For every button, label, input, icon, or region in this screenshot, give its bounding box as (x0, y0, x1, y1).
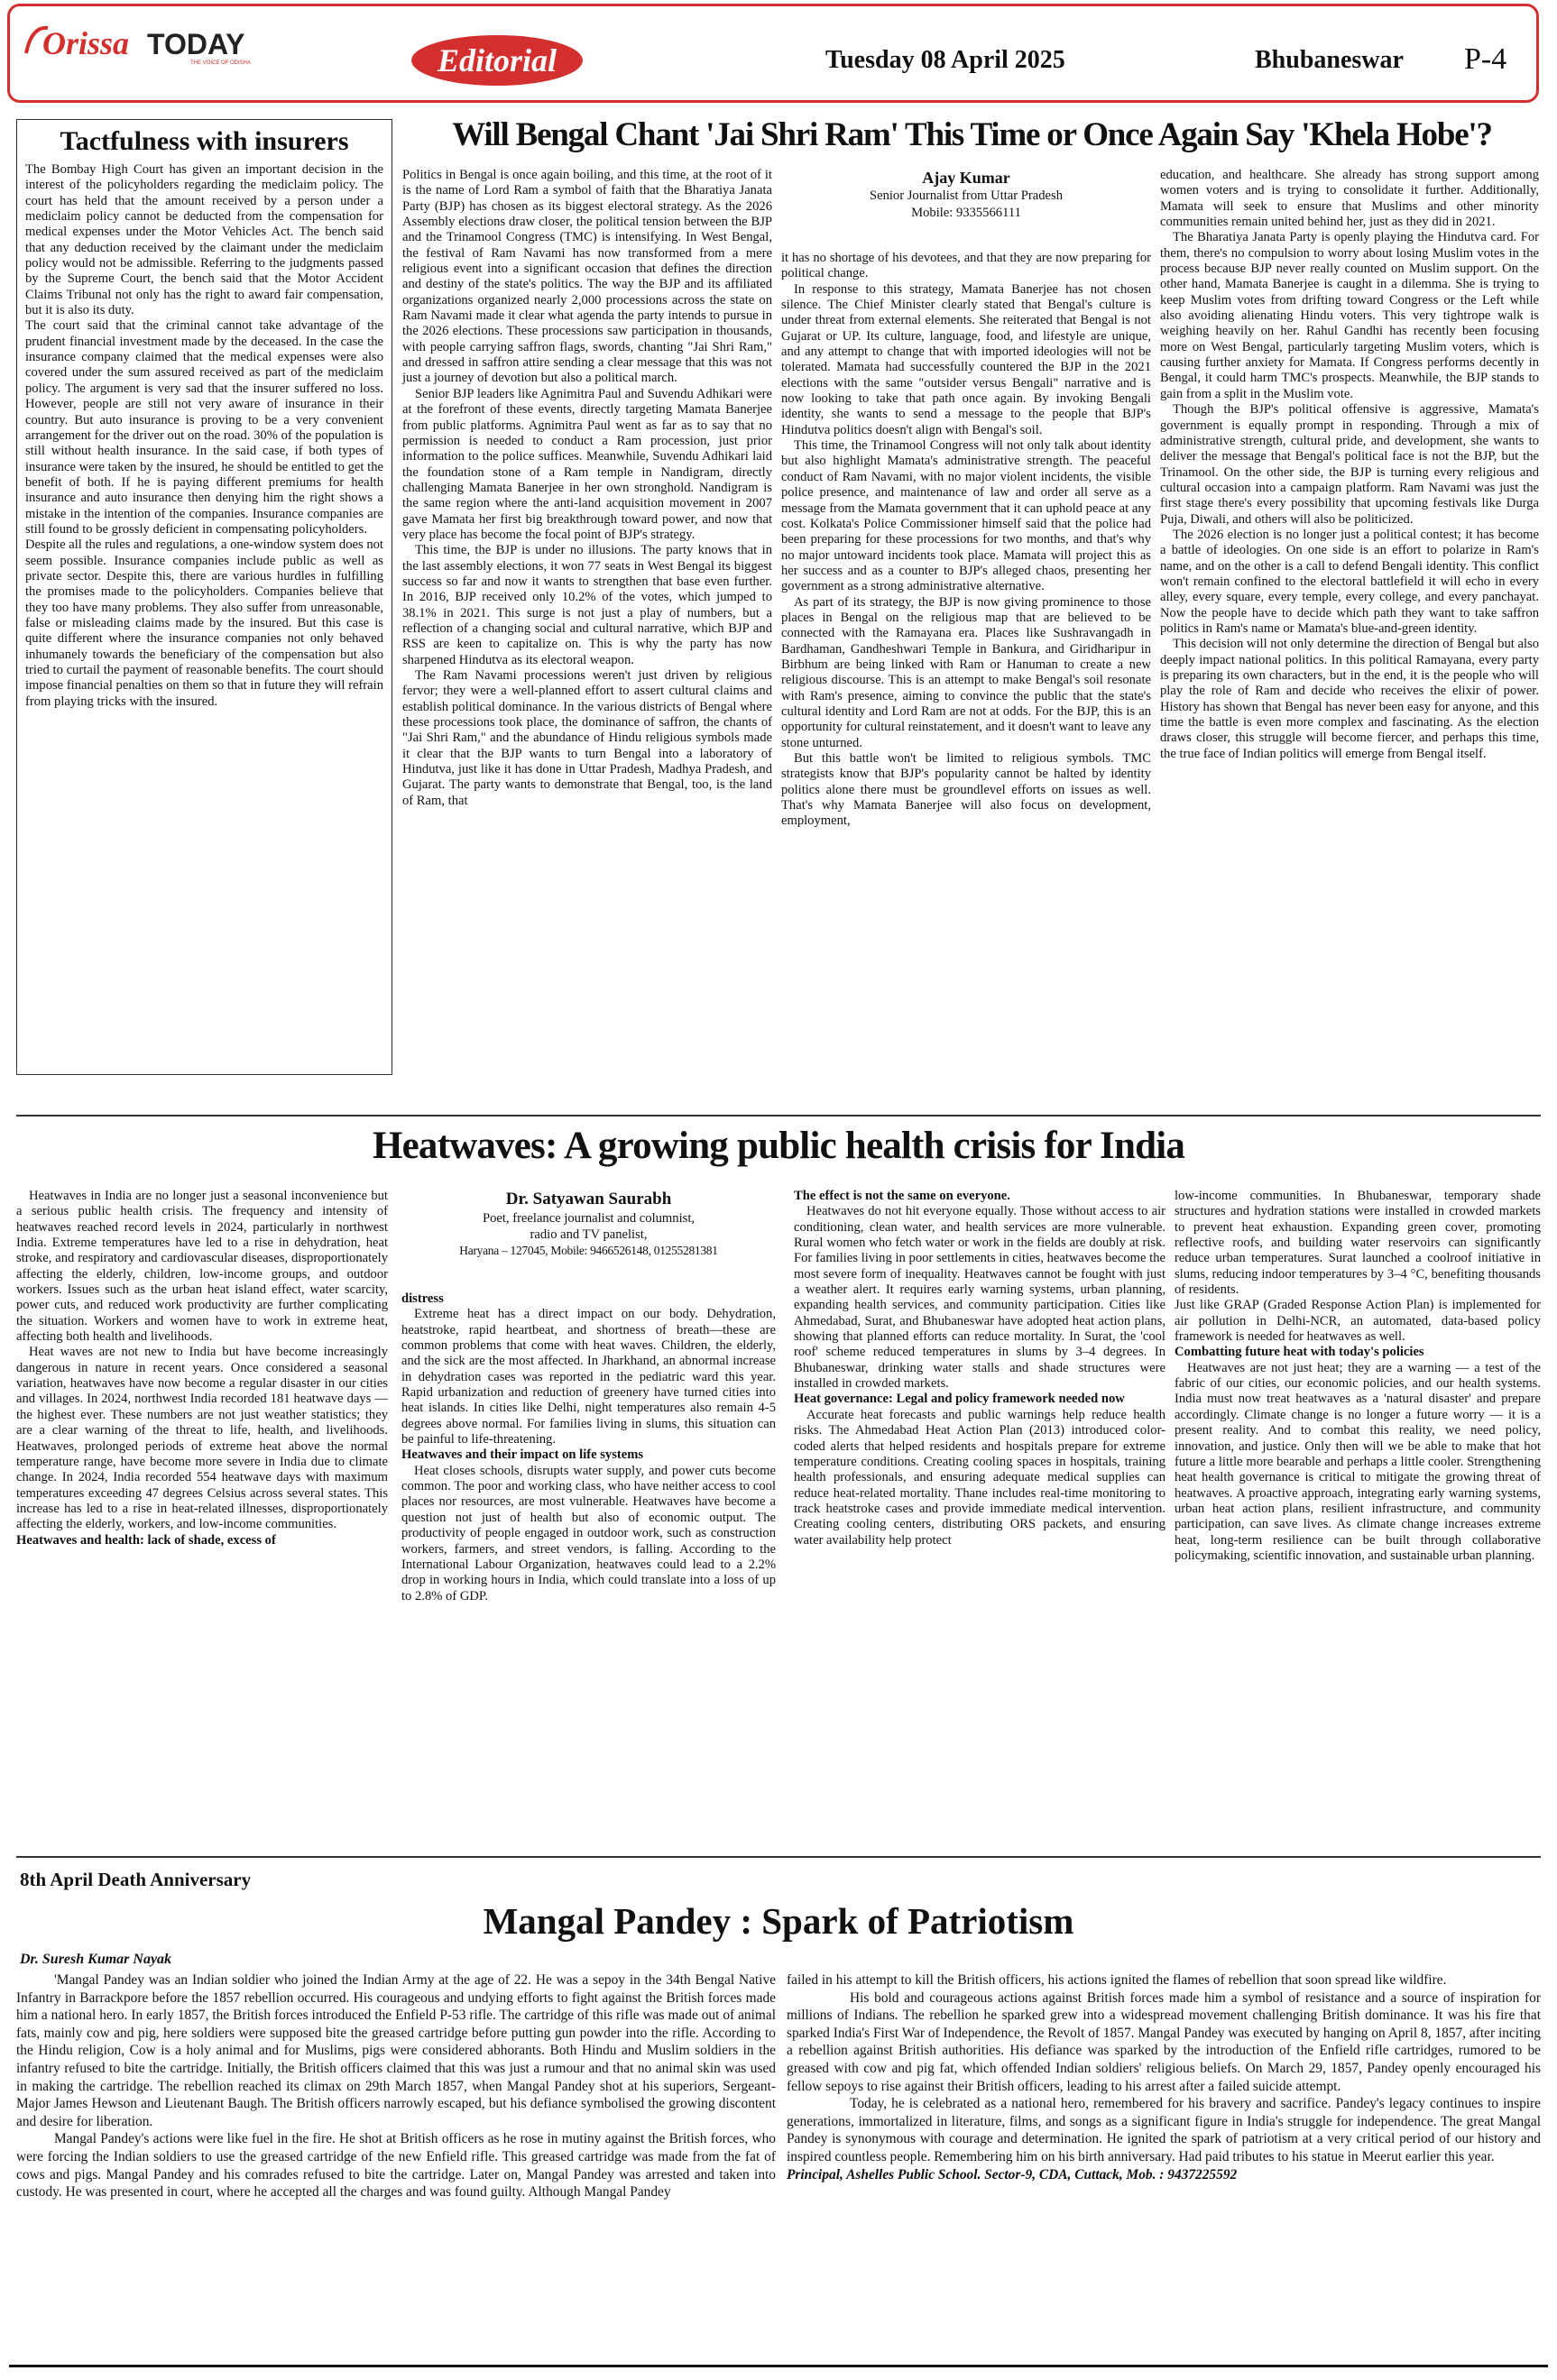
bengal-para: Senior BJP leaders like Agnimitra Paul and Suvendu Adhikari were at the forefront of these events, directly targeting Mamata Banerjee from public platforms. Agnimitra Paul went as far as to say that no permission is needed to conduct a Ram procession, just prior information to the police suffices. Meanwhile, Suvendu Adhikari laid the foundation stone of a Ram temple in Nandigram, directly challenging Mamata Banerjee in her own stronghold. Nandigram is the same region where the anti-land acquisition movement in 2007 gave Mamata her first big breakthrough toward power, and now that very place has become the focal point of BJP's strategy. (402, 386, 772, 542)
bengal-para: The Bharatiya Janata Party is openly playing the Hindutva card. For them, there's no compulsion to worry about losing Muslim votes in the process because BJP never really counted on Muslim support. On the other hand, Mamata Banerjee is caught in a dilemma. She is trying to keep Muslim votes from drifting toward Congress or the Left while also avoiding alienating Hindu voters. This very tightrope walk is weighing heavily on her. Rahul Gandhi has recently been focusing more on West Bengal, particularly targeting Muslim voters, which is causing further anxiety for Mamata. If Congress performs decently in Bengal, it could harm TMC's prospects. Meanwhile, the BJP stands to gain from a split in the Muslim vote. (1160, 230, 1539, 401)
heatwaves-para: Heat waves are not new to India but have become increasingly dangerous in nature in recent years. Once considered a seasonal variation, heatwaves have now become a regular disaster in our cities and villages. In 2024, northwest India recorded 181 heatwave days — the highest ever. These numbers are not just weather statistics; they are a clear warning of the threat to life, health, and livelihoods. Heatwaves, prolonged periods of extreme heat above the normal temperature range, have become more severe in India due to climate change. In 2024, India recorded 554 heatwave days with maximum temperatures exceeding 47 degrees Celsius across several states. This increase has led to a rise in heat-related illnesses, disproportionately affecting the elderly, workers, and low-income communities. (16, 1345, 388, 1532)
divider (16, 1856, 1541, 1858)
bengal-para: Though the BJP's political offensive is aggressive, Mamata's government is equally prompt in responding. Through a mix of administrative strength, cultural pride, and development, she wants to deliver the message that Bengal's political face is not the BJP, but the Trinamool. On the other side, the BJP is turning every religious and cultural occasion into a campaign platform. Ram Navami was just the first stage there's every possibility that upcoming festivals like Durga Puja, Diwali, and others will also be politicized. (1160, 402, 1539, 527)
pandey-signoff: Principal, Ashelles Public School. Sector-9, CDA, Cuttack, Mob. : 9437225592 (787, 2166, 1238, 2182)
bengal-col-3 (1160, 168, 1539, 762)
heatwaves-para: Heatwaves do not hit everyone equally. Those without access to air conditioning, clean water, and health services are more vulnerable. Rural women who fetch water or work in the fields are doubly at risk. For families living in poor settlements in cities, heatwaves become the most severe form of inequality. Heatwaves cannot be fought with just a weather alert. It requires early warning systems, urban planning, expanding health services, and community participation. Cities like Ahmedabad, Surat, and Bhubaneswar have adopted heat action plans, showing that planned efforts can reduce mortality. In Surat, the 'cool roof' scheme reduced temperatures in slums by 3–4 degrees. In Bhubaneswar, drinking water stalls and shade structures were installed in crowded markets. (794, 1204, 1165, 1392)
heatwaves-para: Heatwaves are not just heat; they are a warning — a test of the fabric of our cities, our economic policies, and our health systems. India must now treat heatwaves as a 'natural disaster' and prepare accordingly. Climate change is no longer a future worry — it is a present reality. And to combat this reality, we need policy, innovation, and justice. Only then will we be able to make that hot future a little more bearable and perhaps a little cooler. Strengthening heat health governance is critical to mitigate the growing threat of heatwaves. A proactive approach, integrating early warning systems, urban heat action plans, resilient infrastructure, and community participation, can save lives. As climate change increases extreme heat, long-term resilience can be built through collaborative policymaking, scientific innovation, and sustainable urban planning. (1175, 1360, 1541, 1563)
heatwaves-col-1 (16, 1189, 388, 1548)
heatwaves-byline (401, 1189, 776, 1259)
heatwaves-col-2 (401, 1291, 776, 1604)
pandey-author: Dr. Suresh Kumar Nayak (20, 1952, 172, 1967)
bengal-author-mobile: Mobile: 9335566111 (911, 206, 1021, 220)
heatwaves-para: Just like GRAP (Graded Response Action Plan) is implemented for air pollution in Delhi-NCR, an automated, data-based policy framework is needed for heatwaves as well. (1175, 1298, 1541, 1345)
bengal-col-2 (781, 251, 1151, 830)
pandey-para: failed in his attempt to kill the British officers, his actions ignited the flames of rebellion that soon spread like wildfire. (787, 1972, 1447, 1988)
heatwaves-subhead: Combatting future heat with today's policies (1175, 1345, 1424, 1360)
heatwaves-subhead: Heat governance: Legal and policy framework needed now (794, 1392, 1125, 1407)
bengal-para: In response to this strategy, Mamata Banerjee has not chosen silence. The Chief Minister clearly stated that Bengal's culture is under threat from external elements. She reiterated that Bengal is not Gujarat or UP. Its culture, language, food, and lifestyle are unique, and any attempt to change that with imported ideologies will not be tolerated. Mamata had successfully countered the BJP in the 2021 elections with the same "outsider versus Bengali" narrative and is now looking to take that path once again. By invoking Bengali identity, she wants to send a message to the people that BJP's Hindutva politics doesn't align with Bengal's soil. (781, 281, 1151, 437)
bengal-para: As part of its strategy, the BJP is now giving prominence to those places in Bengal on the religious map that are believed to be connected with the Ramayana era. Places like Sushravangadh in Bardhaman, Gandheshwari Temple in Bankura, and Giridharipur in Birbhum are being linked with Ram or Hanuman to create a new religious discourse. This is an attempt to make Bengal's soil resonate with Ram's presence, aiming to convince the public that the state's cultural identity and Lord Ram are not at odds. For the BJP, this is an opportunity for cultural reinstatement, and it doesn't want to leave any stone unturned. (781, 594, 1151, 750)
logo-orissa: Orissa (42, 25, 130, 61)
bengal-para: This time, the BJP is under no illusions. The party knows that in the last assembly elections, it won 77 seats in West Bengal its biggest success so far and now it wants to strengthen that base even further. In 2016, BJP received only 10.2% of the votes, which jumped to 38.1% in 2021. This surge is not just a play of numbers, but a reflection of a changing social and cultural narrative, which BJP and RSS are keen to capitalize on. This is why the party has now sharpened Hindutva as its electoral weapon. (402, 543, 772, 667)
logo-today: TODAY (147, 28, 245, 60)
bengal-col-1 (402, 168, 772, 809)
logo-tagline: THE VOICE OF ODISHA (190, 60, 252, 66)
pandey-para: 'Mangal Pandey was an Indian soldier who joined the Indian Army at the age of 22. He was a sepoy in the 34th Bengal Native Infantry in Barrackpore before the 1857 rebellion occurred. His courageous and undying efforts to fight against the British forces made him a national hero. In early 1857, the British forces introduced the Enfield P-53 rifle. The cartridge of this rifle was made out of animal fats, mainly cow and pig, here soldiers were supposed bite the greased cartridge before putting gun powder into the rifle. According to the Hindu religion, Cow is a holy animal and for Muslims, pigs were considered abhorants. Both Hindu and Muslim soldiers in the infantry refused to bite the cartridge. Initially, the British officers claimed that this was just a rumour and that no animal skin was used in making the cartridge. The rebellion reached its climax on 29th March 1857, when Mangal Pandey shot at his superiors, Sergeant-Major James Hewson and Lieutenant Baugh. The British officers narrowly escaped, but his defiance symbolised the growing discontent and desire for liberation. (16, 1972, 776, 2129)
bengal-para: This time, the Trinamool Congress will not only talk about identity but also highlight Mamata's administrative strength. The peaceful conduct of Ram Navami, with no major violent incidents, the visible police presence, and maintenance of law and order all serve as a message from the Mamata government that it can uphold peace at any cost. Kolkata's Police Commissioner himself said that the police had been preparing for these processions for two months, and that's why no major untoward incidents took place. Mamata will project this as her success and as a counter to BJP's alleged chaos, presenting her government as a strong administrative alternative. (781, 438, 1151, 594)
heatwaves-para: low-income communities. In Bhubaneswar, temporary shade structures and hydration stations were installed in crowded markets to prevent heat exhaustion. Expanding green cover, promoting reflective roofs, and building water reservoirs can significantly reduce urban temperatures. Surat launched a coolroof initiative in slums, reducing indoor temperatures by 3–4 °C, benefiting thousands of residents. (1175, 1189, 1541, 1298)
heatwaves-author: Dr. Satyawan Saurabh (505, 1190, 672, 1208)
bengal-title: Will Bengal Chant 'Jai Shri Ram' This Time or Once Again Say 'Khela Hobe'? (452, 116, 1492, 153)
divider (16, 1115, 1541, 1116)
page-number: P-4 (1464, 42, 1507, 76)
heatwaves-author-contact: Haryana – 127045, Mobile: 9466526148, 01255281381 (459, 1244, 718, 1257)
bengal-para: it has no shortage of his devotees, and that they are now preparing for political change. (781, 251, 1151, 281)
pandey-para: Mangal Pandey's actions were like fuel in the fire. He shot at British officers as he rose in mutiny against the British forces, who were forcing the Indian soldiers to use the greased cartridge of the new Enfield rifle. This greased cartridge was made from the fat of cows and pigs. Mangal Pandey and his comrades refused to bite the cartridge. Later on, Mangal Pandey was arrested and taken into custody. He was presented in court, where he accepted all the charges and was found guilty. Although Mangal Pandey (16, 2131, 776, 2201)
heatwaves-para: Heat closes schools, disrupts water supply, and power cuts become common. The poor and working class, who have neither access to cool places nor resources, are most vulnerable. Heatwaves have become a question not just of health but also of economic output. The productivity of people engaged in outdoor work, such as construction workers, farmers, and street vendors, is falling. According to the International Labour Organization, heatwaves could lead to a 2.2% drop in working hours in India, which could translate into a loss of up to 2.8% of GDP. (401, 1463, 776, 1604)
bengal-para: education, and healthcare. She already has strong support among women voters and is trying to consolidate it further. Additionally, Mamata will seek to ensure that Muslims and other minority communities remain united behind her, just as they did in 2021. (1160, 168, 1539, 230)
issue-date: Tuesday 08 April 2025 (825, 46, 1065, 74)
heatwaves-col-4 (1175, 1189, 1541, 1564)
bengal-byline (781, 168, 1151, 222)
heatwaves-title: Heatwaves: A growing public health crisis for India (372, 1125, 1185, 1167)
pandey-kicker: 8th April Death Anniversary (20, 1869, 252, 1890)
pandey-para: Today, he is celebrated as a national hero, remembered for his bravery and sacrifice. Pandey's legacy continues to inspire generations, immortalized in literature, films, and songs as a significant figure in India's struggle for independence. The great Mangal Pandey is synonymous with courage and determination. He ignited the spark of patriotism at a very critical period of our history and inspired countless people. Remembering him on his birth anniversary. Had paid tributes to his statue in Meerut earlier this year. (787, 2096, 1541, 2164)
logo (23, 19, 257, 73)
heatwaves-author-role: Poet, freelance journalist and columnist, (482, 1211, 696, 1226)
section-label: Editorial (437, 42, 557, 78)
heatwaves-subhead: The effect is not the same on everyone. (794, 1189, 1010, 1203)
insurers-para: The Bombay High Court has given an important decision in the interest of the policyholders regarding the mediclaim policy. The court has held that the amount received by a person under a mediclaim policy cannot be deducted from the compensation for medical expenses under the Motor Vehicles Act. The bench said that any deduction received by the claimant under the mediclaim policy would not be admissible. Referring to the judgments passed by the Supreme Court, the bench said that the Motor Accident Claims Tribunal not only has the right to award fair compensation, but it is also its duty. (25, 162, 383, 318)
pandey-col-1 (16, 1971, 776, 2201)
heatwaves-para: Heatwaves in India are no longer just a seasonal inconvenience but a serious public health crisis. The frequency and intensity of heatwaves reached record levels in 2024, particularly in northwest India. Extreme temperatures have led to a rise in dehydration, heat stroke, and respiratory and cardiovascular diseases, disproportionately affecting the elderly, children, low-income groups, and outdoor workers. Issues such as the urban heat island effect, water scarcity, power cuts, and reduced work productivity are further complicating the situation. Workers and women have to work in extreme heat, affecting both health and livelihoods. (16, 1189, 388, 1345)
pandey-col-2 (787, 1971, 1541, 2183)
bengal-para: This decision will not only determine the direction of Bengal but also deeply impact national politics. In this political Ramayana, every party is preparing its own characters, but in the end, it is the people who will play the role of Ram and decide who receives the elixir of power. History has shown that Bengal has never been easy for anyone, and this time the battle is even more complex and fascinating. As the election draws closer, this struggle will become fiercer, and perhaps this time, the true face of Indian politics will emerge from Bengal itself. (1160, 637, 1539, 761)
bengal-author-role: Senior Journalist from Uttar Pradesh (869, 188, 1063, 203)
insurers-para: Despite all the rules and regulations, a one-window system does not seem possible. Insurance companies include public as well as private sector. Despite this, there are various hurdles in fulfilling the promises made to the policyholders. Companies believe that they too have many problems. They also suffer from unreasonable, false or misleading claims made by the insured. But this case is quite different where the insurance companies not only behaved inhumanely towards the beneficiary of the compensation but also tried to curtail the payment of reasonable benefits. The court should impose financial penalties on them so that in future they will refrain from playing tricks with the insured. (25, 538, 383, 709)
insurers-body (25, 162, 383, 710)
heatwaves-para: Extreme heat has a direct impact on our body. Dehydration, heatstroke, rapid heartbeat, and shortness of breath—these are common problems that come with heat waves. Children, the elderly, and the sick are the most affected. In Jharkhand, an abnormal increase in dehydration cases was reported in the pediatric ward this year. Rapid urbanization and reduction of greenery have turned cities into heat islands. In cities like Delhi, night temperatures also remain 4-5 degrees above normal. For families living in slums, this situation can be painful to life-threatening. (401, 1307, 776, 1447)
heatwaves-para: Accurate heat forecasts and public warnings help reduce health risks. The Ahmedabad Heat Action Plan (2013) introduced color-coded alerts that helped residents and hospitals prepare for extreme temperature conditions. Creating cooling spaces in hospitals, training health professionals, and ensuring adequate medical supplies can reduce heat-related mortality. Thane includes real-time monitoring to track heatstroke cases and provide immediate medical intervention. Creating cooling centers, distributing ORS packets, and ensuring water availability help protect (794, 1407, 1165, 1548)
heatwaves-subhead: Heatwaves and their impact on life systems (401, 1447, 644, 1463)
heatwaves-col-3 (794, 1189, 1165, 1548)
insurers-title: Tactfulness with insurers (60, 126, 349, 156)
bengal-para: Politics in Bengal is once again boiling, and this time, at the root of it is the name of Lord Ram a symbol of faith that the Bharatiya Janata Party (BJP) has chosen as its biggest electoral strategy. As the 2026 Assembly elections draw closer, the political tension between the BJP and the Trinamool Congress (TMC) is intensifying. In West Bengal, the festival of Ram Navami has now transformed from a mere religious event into a significant occasion that defines the direction and destiny of the state's politics. The way the BJP and its affiliated organizations organized nearly 2,000 processions across the state on Ram Navami made it clear what agenda the party intends to pursue in the 2026 elections. These processions saw participation in thousands, with people carrying saffron flags, swords, chanting "Jai Shri Ram," and dressed in saffron attire sending a clear message that this was not just a journey of devotion but also a political march. (402, 168, 772, 386)
section-badge (411, 35, 583, 86)
heatwaves-author-role: radio and TV panelist, (530, 1227, 648, 1242)
city: Bhubaneswar (1255, 46, 1404, 74)
pandey-para: His bold and courageous actions against British forces made him a symbol of resistance and a source of inspiration for millions of Indians. The rebellion he sparked grew into a widespread movement challenging British dominance. It was his fire that sparked India's First War of Independence, the Revolt of 1857. Mangal Pandey was executed by hanging on April 8, 1857, after inciting a rebellion against British authorities. His defiance was sparked by the introduction of the Enfield rifle cartridges, rumored to be greased with cow and pig fat, which offended Indian soldiers' religious beliefs. On March 29, 1857, Pandey openly encouraged his fellow sepoys to rise against their British officers, leading to his arrest after a failed suicide attempt. (787, 1989, 1541, 2094)
pandey-title: Mangal Pandey : Spark of Patriotism (483, 1900, 1074, 1942)
masthead (7, 4, 1539, 103)
heatwaves-subhead: distress (401, 1291, 444, 1306)
bengal-para: The 2026 election is no longer just a political contest; it has become a battle of ideologies. On one side is an effort to polarize in Ram's name, and on the other is a call to defend Bengali identity. This conflict won't remain confined to the electoral battlefield it will echo in every alley, every square, every temple, every college, and every panchayat. Now the people have to decide which path they want to take saffron politics in Ram's name or Mamata's blue-and-green identity. (1160, 527, 1539, 636)
bengal-para: But this battle won't be limited to religious symbols. TMC strategists know that BJP's popularity cannot be halted by identity politics alone there must be groundlevel efforts on issues as well. That's why Mamata Banerjee will also focus on development, employment, (781, 751, 1151, 829)
page-bottom-rule (9, 2365, 1548, 2367)
bengal-para: The Ram Navami processions weren't just driven by religious fervor; they were a well-planned effort to assert cultural claims and establish political dominance. In the various districts of Bengal where these processions took place, the dominance of saffron, the chants of "Jai Shri Ram," and the abundance of Hindu religious symbols made it clear that the BJP wants to turn Bengal into a laboratory of Hindutva, just like it has done in Uttar Pradesh, Madhya Pradesh, and Gujarat. The party wants to demonstrate that Bengal, too, is the land of Ram, that (402, 668, 772, 808)
heatwaves-subhead: Heatwaves and health: lack of shade, excess of (16, 1532, 276, 1548)
bengal-author: Ajay Kumar (922, 169, 1010, 187)
insurers-para: The court said that the criminal cannot take advantage of the prudent financial investment made by the deceased. In the case the insurance company claimed that the medical expenses were also covered under the sum assured received as part of the mediclaim policy. The argument is very sad that the insurer suffered no loss. However, people are still not very aware of insurance in their country. But auto insurance is proving to be a very convenient arrangement for the driver out on the road. 30% of the population is still without health insurance. In the said case, if both types of insurance were taken by the insured, he should be entitled to get the benefit of both. If he is paying different premiums for health insurance and auto insurance then denying him the right shows a mistake in the intention of the companies. Insurance companies are still found to be grossly deficient in compensating policyholders. (25, 318, 383, 537)
